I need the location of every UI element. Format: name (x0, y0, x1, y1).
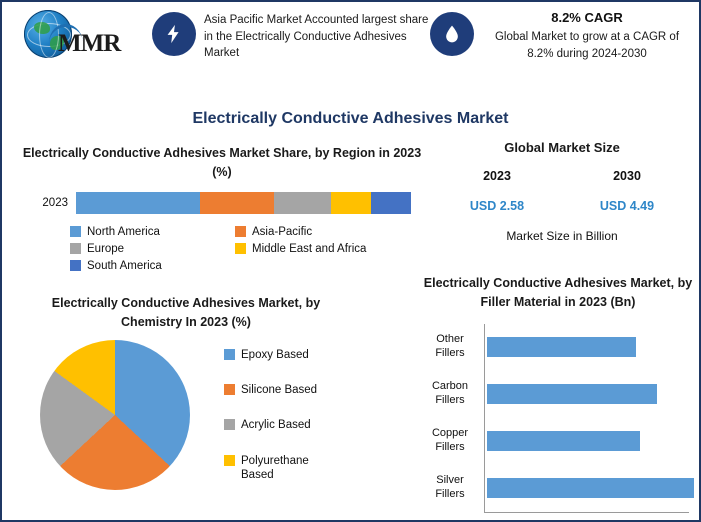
pie-chart (40, 340, 190, 490)
legend-label: Epoxy Based (241, 348, 309, 361)
legend-label: Asia-Pacific (252, 225, 313, 238)
lightning-bolt-icon (152, 12, 196, 56)
stacked-seg-north-america (76, 192, 200, 214)
filler-label: Other Fillers (435, 333, 465, 359)
cagr-value: 8.2% CAGR (551, 10, 623, 25)
gms-year-base: 2023 (483, 169, 511, 183)
legend-label: Silicone Based (241, 383, 318, 396)
legend-item (224, 383, 331, 397)
gms-title: Global Market Size (504, 140, 620, 155)
legend-swatch-icon (224, 419, 235, 430)
legend-swatch-icon (235, 243, 246, 254)
header-highlight-cagr (430, 2, 692, 62)
stacked-seg-asia-pacific (200, 192, 274, 214)
legend-item (235, 226, 400, 238)
filler-axis-line (484, 512, 689, 513)
legend-label: South America (87, 259, 162, 272)
header-highlight-region (152, 2, 430, 62)
region-axis-label: 2023 (42, 196, 68, 209)
stacked-seg-mea (331, 192, 371, 214)
filler-bar-row (422, 465, 694, 512)
chemistry-chart-title: Electrically Conductive Adhesives Market, by Chemistry In 2023 (%) (51, 296, 321, 329)
legend-label: Acrylic Based (241, 419, 311, 432)
stacked-bar (76, 192, 411, 214)
filler-bar (487, 384, 657, 404)
global-market-size (432, 140, 692, 243)
region-legend (70, 226, 400, 277)
chemistry-legend (224, 348, 331, 504)
page-title: Electrically Conductive Adhesives Market (192, 110, 509, 127)
filler-label: Copper Fillers (431, 427, 469, 453)
legend-item (224, 454, 331, 483)
legend-swatch-icon (235, 226, 246, 237)
water-drop-icon (430, 12, 474, 56)
region-chart-title: Electrically Conductive Adhesives Market Share, by Region in 2023 (%) (22, 146, 422, 179)
legend-item (235, 243, 400, 255)
gms-value-base: USD 2.58 (469, 199, 525, 213)
legend-item (224, 418, 331, 432)
legend-swatch-icon (70, 260, 81, 271)
filler-bar-row (422, 418, 694, 465)
brand-name: MMR (58, 30, 121, 57)
brand-logo (2, 2, 152, 90)
filler-bar (487, 431, 640, 451)
gms-unit: Market Size in Billion (506, 229, 618, 243)
legend-item (70, 226, 235, 238)
gms-value-forecast: USD 4.49 (599, 199, 655, 213)
gms-year-forecast: 2030 (613, 169, 641, 183)
legend-item (224, 348, 331, 362)
filler-bar-row (422, 324, 694, 371)
header-highlight-cagr-text: Global Market to grow at a CAGR of 8.2% during 2024-2030 (494, 31, 680, 60)
filler-bar (487, 337, 636, 357)
stacked-seg-europe (274, 192, 331, 214)
header-highlight-region-text: Asia Pacific Market Accounted largest share in the Electrically Conductive Adhesives Market (204, 14, 429, 60)
legend-label: Middle East and Africa (252, 242, 367, 255)
legend-swatch-icon (224, 384, 235, 395)
filler-label: Carbon Fillers (431, 380, 469, 406)
filler-material-chart (422, 274, 694, 514)
filler-bar (487, 478, 694, 498)
legend-item (70, 243, 235, 255)
region-share-chart (20, 144, 424, 277)
legend-swatch-icon (70, 226, 81, 237)
filler-label: Silver Fillers (435, 474, 465, 500)
legend-label: Polyurethane Based (241, 454, 309, 481)
legend-swatch-icon (224, 455, 235, 466)
stacked-seg-south-america (371, 192, 411, 214)
legend-label: North America (87, 225, 160, 238)
filler-chart-title: Electrically Conductive Adhesives Market, by Filler Material in 2023 (Bn) (423, 276, 693, 309)
legend-item (70, 260, 235, 272)
legend-swatch-icon (70, 243, 81, 254)
filler-bar-row (422, 371, 694, 418)
chemistry-share-chart (16, 294, 426, 503)
header (2, 2, 699, 90)
legend-label: Europe (87, 242, 125, 255)
legend-swatch-icon (224, 349, 235, 360)
